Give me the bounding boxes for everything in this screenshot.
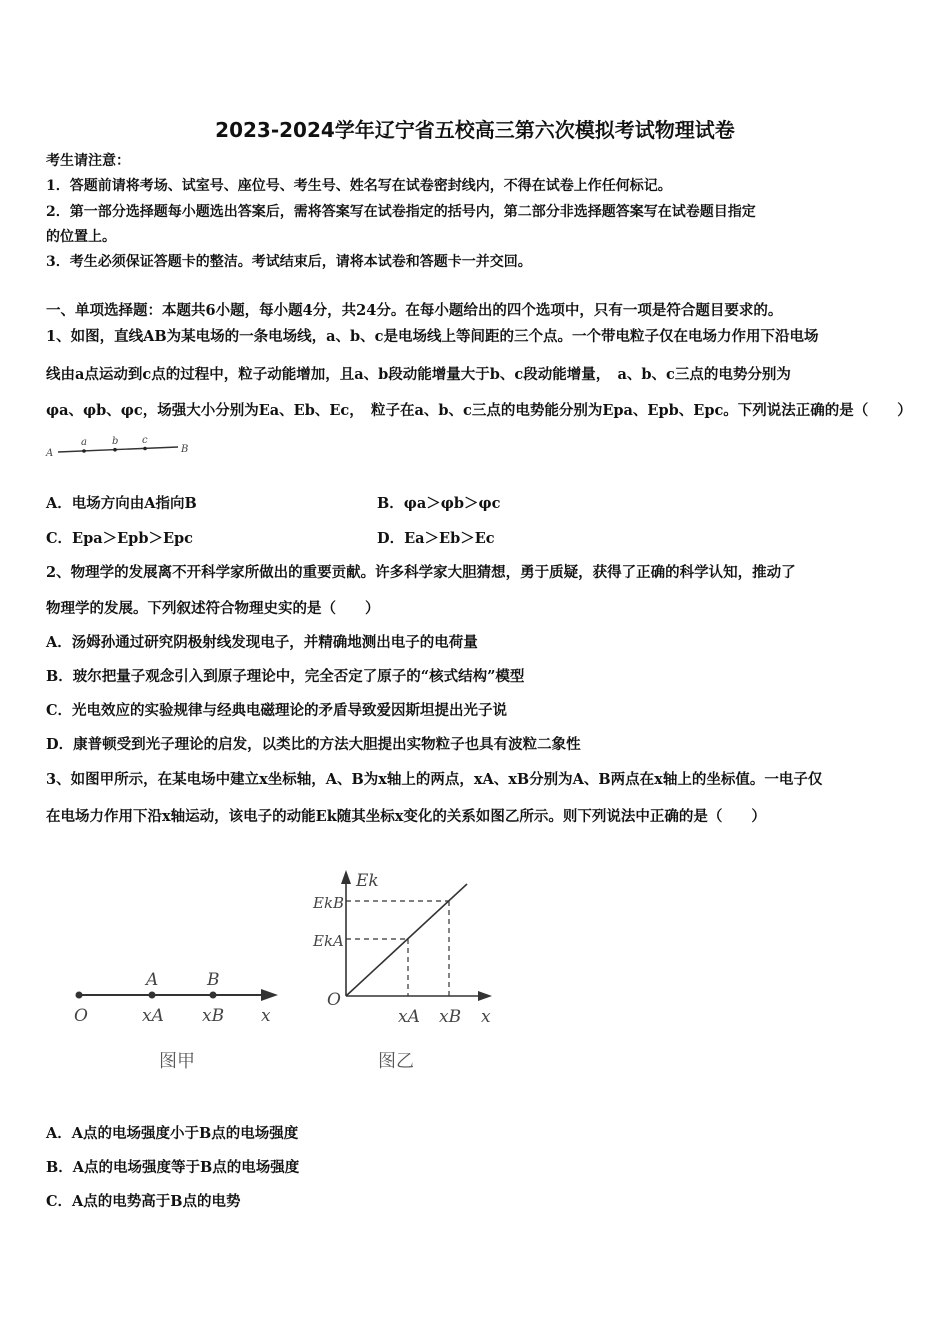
q3-figure-jia — [66, 960, 296, 1080]
label-A: A — [46, 448, 54, 459]
label-EkA: EkA — [313, 932, 344, 950]
label-A: A — [146, 970, 159, 990]
q1-option-a: A．电场方向由A指向B — [46, 495, 197, 512]
notice-item-2-cont: 的位置上。 — [46, 229, 116, 245]
label-a: a — [81, 437, 87, 448]
y-axis-arrow — [341, 870, 351, 884]
q3-stem-line2: 在电场力作用下沿x轴运动，该电子的动能Ek随其坐标x变化的关系如图乙所示。则下列说法中正确的是（ ） — [46, 808, 766, 825]
caption-jia: 图甲 — [159, 1051, 195, 1072]
q2-option-b: B．玻尔把量子观念引入到原子理论中，完全否定了原子的“核式结构”模型 — [46, 668, 525, 685]
label-B: B — [181, 444, 189, 455]
label-EkB: EkB — [313, 894, 345, 912]
q3-option-b: B．A点的电场强度等于B点的电场强度 — [46, 1159, 300, 1176]
label-O: O — [74, 1006, 88, 1026]
label-c: c — [142, 435, 148, 446]
label-Ek: Ek — [356, 871, 379, 891]
label-O: O — [327, 990, 341, 1010]
label-x: x — [481, 1007, 491, 1027]
q3-figure-yi — [310, 862, 510, 1080]
field-line — [58, 447, 178, 452]
q2-option-d: D．康普顿受到光子理论的启发，以类比的方法大胆提出实物粒子也具有波粒二象性 — [46, 736, 581, 753]
q2-stem-line2: 物理学的发展。下列叙述符合物理史实的是（ ） — [46, 600, 380, 617]
notice-heading: 考生请注意： — [46, 153, 130, 169]
label-xB: xB — [202, 1006, 225, 1026]
label-xA: xA — [142, 1006, 164, 1026]
caption-yi: 图乙 — [378, 1051, 414, 1072]
point-c-dot — [143, 447, 147, 451]
point-b-dot — [113, 448, 117, 452]
origin-dot — [76, 992, 83, 999]
q1-option-c: C．Epa＞Epb＞Epc — [46, 530, 193, 547]
label-b: b — [112, 436, 119, 447]
q1-stem-line1: 1、如图，直线AB为某电场的一条电场线，a、b、c是电场线上等间距的三个点。一个带电粒子仅在电场力作用下沿电场 — [46, 328, 819, 345]
label-x: x — [261, 1006, 271, 1026]
paper-title: 2023-2024学年辽宁省五校高三第六次模拟考试物理试卷 — [215, 118, 735, 142]
q1-stem-line3: φa、φb、φc，场强大小分别为Ea、Eb、Ec， 粒子在a、b、c三点的电势能分别为Epa、Epb、Epc。下列说法正确的是（ ） — [46, 402, 912, 419]
point-A-dot — [149, 992, 156, 999]
section-heading: 一、单项选择题：本题共6小题，每小题4分，共24分。在每小题给出的四个选项中，只有一项是符合题目要求的。 — [46, 302, 783, 319]
q2-option-c: C．光电效应的实验规律与经典电磁理论的矛盾导致爱因斯坦提出光子说 — [46, 702, 508, 719]
q1-option-d: D．Ea＞Eb＞Ec — [377, 530, 495, 547]
q2-stem-line1: 2、物理学的发展离不开科学家所做出的重要贡献。许多科学家大胆猜想，勇于质疑，获得了正确的科学认知，推动了 — [46, 564, 796, 581]
label-xA: xA — [398, 1007, 420, 1027]
notice-item-1: 1．答题前请将考场、试室号、座位号、考生号、姓名写在试卷密封线内，不得在试卷上作任何标记。 — [46, 178, 672, 194]
q1-option-b: B．φa＞φb＞φc — [377, 495, 501, 512]
q3-stem-line1: 3、如图甲所示，在某电场中建立x坐标轴，A、B为x轴上的两点，xA、xB分别为A、B两点在x轴上的坐标值。一电子仅 — [46, 771, 823, 788]
notice-item-3: 3．考生必须保证答题卡的整洁。考试结束后，请将本试卷和答题卡一并交回。 — [46, 254, 532, 270]
label-B: B — [207, 970, 220, 990]
notice-item-2: 2．第一部分选择题每小题选出答案后，需将答案写在试卷指定的括号内，第二部分非选择题答案写在试卷题目指定 — [46, 204, 756, 220]
q3-option-c: C．A点的电势高于B点的电势 — [46, 1193, 241, 1210]
point-B-dot — [210, 992, 217, 999]
q1-stem-line2: 线由a点运动到c点的过程中，粒子动能增加，且a、b段动能增量大于b、c段动能增量， a、b、c三点的电势分别为 — [46, 366, 791, 383]
x-axis-arrow — [478, 991, 492, 1001]
q3-option-a: A．A点的电场强度小于B点的电场强度 — [46, 1125, 299, 1142]
point-a-dot — [82, 449, 86, 453]
q2-option-a: A．汤姆孙通过研究阴极射线发现电子，并精确地测出电子的电荷量 — [46, 634, 478, 651]
q1-figure — [44, 434, 194, 460]
x-axis-arrow — [261, 989, 278, 1001]
label-xB: xB — [439, 1007, 462, 1027]
